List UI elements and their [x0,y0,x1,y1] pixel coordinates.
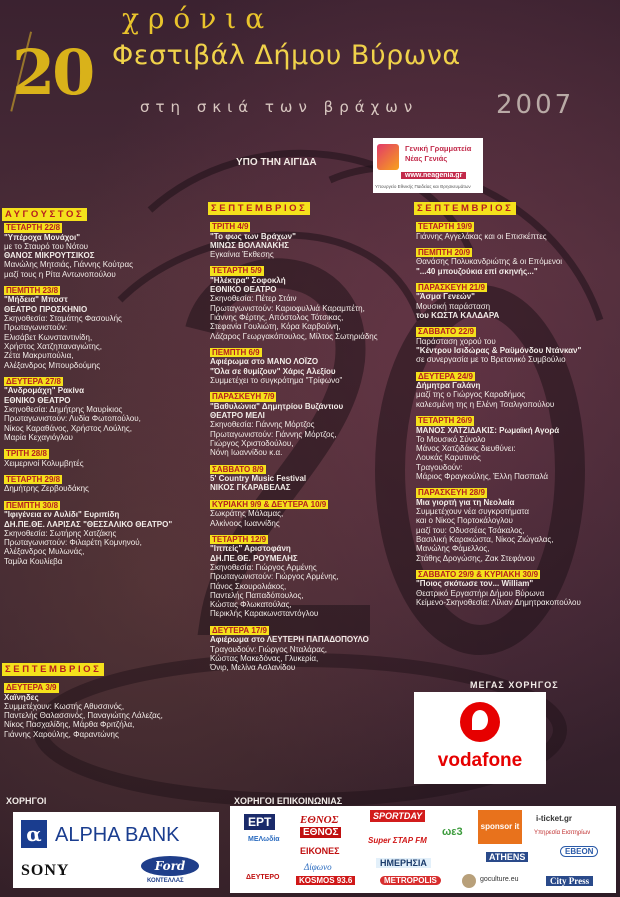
event-date: ΔΕΥΤΕΡΑ 27/8 [6,376,61,386]
event-line: "Μήδεια" Μποστ [4,295,68,305]
event-entry [416,283,616,320]
event-date: ΤΕΤΑΡΤΗ 12/9 [212,534,267,544]
event-date: ΔΕΥΤΕΡΑ 3/9 [6,683,57,692]
event-line: Χειμερινοί Κολυμβητές [4,458,84,468]
event-line: Δήμητρα Γαλάνη [416,381,481,391]
event-date: ΣΑΒΒΑΤΟ 29/9 & ΚΥΡΙΑΚΗ 30/9 [418,569,539,579]
festival-title: Φεστιβάλ Δήμου Βύρωνα [112,40,461,71]
event-line: "Ηλέκτρα" Σοφοκλή [210,275,286,285]
event-entry [210,626,410,673]
month-september-col1: ΣΕΠΤΕΜΒΡΙΟΣ [2,663,104,676]
festival-year: 2007 [496,90,575,120]
event-line: του ΚΩΣΤΑ ΚΑΛΔΑΡΑ [416,310,500,320]
citypress-logo: City Press [546,876,593,886]
patron-logo-icon [377,144,399,170]
event-date: ΔΕΥΤΕΡΑ 17/9 [212,625,267,635]
column-1-september [4,683,199,746]
patron-logo [373,138,483,193]
event-line: Σκηνοθεσία: Δημήτρης Μαυρίκιος [4,404,123,414]
imerisia-logo: ΗΜΕΡΗΣΙΑ [376,858,431,868]
event-line: σε συνεργασία με το Βρετανικό Συμβούλιο [416,355,566,365]
ford-logo: Ford [141,856,199,876]
alpha-bank-logo: ALPHA BANK [55,824,180,846]
event-line: Πρωταγωνιστούν: Φιλαρέτη Κομνηνού, [4,538,142,548]
event-line: Ελισάβετ Κωνσταντινίδη, [4,332,93,342]
event-date: ΠΑΡΑΣΚΕΥΗ 28/9 [418,488,485,498]
event-date: ΔΕΥΤΕΡΑ 24/9 [418,371,473,381]
event-line: Πρωταγωνιστούν: Λυδία Φωτοπούλου, [4,414,141,424]
event-entry [4,683,199,739]
event-line: "Κέντρου Ισιδώρας & Ραϋμόνδου Ντάνκαν" [416,346,582,356]
event-entry [210,348,410,385]
event-entry [416,222,616,241]
vodafone-logo [414,692,546,784]
event-entry [416,248,616,276]
event-line: Μια γιορτή για τη Νεολαία [416,497,515,507]
month-september-col2: ΣΕΠΤΕΜΒΡΙΟΣ [208,202,310,215]
event-line: Κείμενο-Σκηνοθεσία: Λίλιαν Δημητρακοπούλου [416,598,581,608]
event-line: Ζέτα Μακρυπούλια, [4,351,74,361]
event-line: Μανώλης Φάμελλος, [416,544,490,554]
event-line: ΔΗ.ΠΕ.ΘΕ. ΛΑΡΙΣΑΣ "ΘΕΣΣΑΛΙΚΟ ΘΕΑΤΡΟ" [4,519,173,529]
event-line: Πρωταγωνιστούν: Γιάννης Μόρτζος, [210,429,337,439]
event-entry [416,327,616,364]
patronage-label: ΥΠΟ ΤΗΝ ΑΙΓΙΔΑ [236,157,317,168]
event-line: "Άσμα Γενεών" [416,292,475,302]
sponsorit-logo: sponsor it [478,810,522,844]
athens-logo: ATHENS [486,852,528,862]
event-line: Σωκράτης Μάλαμας, [210,509,284,519]
event-entry [416,570,616,607]
event-line: Νίκος Καραθάνος, Χρήστος Λούλης, [4,423,132,433]
event-line: Πρωταγωνιστούν: Καριοφυλλιά Καραμπέτη, [210,303,365,313]
event-entry [4,377,194,442]
event-date: ΠΕΜΠΤΗ 6/9 [212,347,260,357]
event-entry [210,266,410,341]
goculture-icon [462,874,476,888]
event-line: Γιώργος Χριστοδούλου, [210,439,294,449]
event-entry [416,488,616,563]
sponsors-box [13,812,219,888]
difono-logo: Δίφωνο [304,862,332,872]
event-line: "Βαθυλώνια" Δημητρίου Βυζάντιου [210,401,344,411]
event-entry [210,535,410,619]
media-sponsors-label: ΧΟΡΗΓΟΙ ΕΠΙΚΟΙΝΩΝΙΑΣ [234,796,343,806]
deytero-logo: ΔΕΥΤΕΡΟ [246,874,280,881]
event-line: ΔΗ.ΠΕ.ΘΕ. ΡΟΥΜΕΛΗΣ [210,553,298,563]
main-sponsor-label: ΜΕΓΑΣ ΧΟΡΗΓΟΣ [470,680,559,690]
event-line: Χαϊνηδες [4,692,39,702]
festival-subtitle: στη σκιά των βράχων [140,98,419,116]
goculture-logo: goculture.eu [480,876,519,883]
event-line: ΘΑΝΟΣ ΜΙΚΡΟΥΤΣΙΚΟΣ [4,251,95,261]
event-date: ΤΕΤΑΡΤΗ 29/8 [6,474,61,484]
event-line: Γιάννης Αγγελάκας και οι Επισκέπτες [416,231,547,241]
event-line: Μάνος Χατζιδάκις διευθύνει: [416,444,516,454]
event-line: Σκηνοθεσία: Γιώργος Αρμένης [210,562,317,572]
event-date: ΤΡΙΤΗ 28/8 [6,449,47,459]
event-line: ΕΘΝΙΚΟ ΘΕΑΤΡΟ [210,285,277,295]
event-entry [210,500,410,528]
event-date: ΤΡΙΤΗ 4/9 [212,222,249,231]
event-line: Λουκάς Καρυτινός [416,453,481,463]
event-line: ΕΘΝΙΚΟ ΘΕΑΤΡΟ [4,395,71,405]
event-line: Σκηνοθεσία: Σωτήρης Χατζάκης [4,528,117,538]
event-line: Τραγουδούν: [416,462,463,472]
event-line: "Υπέροχα Μονάχοι" [4,232,81,242]
event-line: Κώστας Μακεδόνας, Γλυκερία, [210,653,319,663]
event-entry [4,475,194,494]
event-line: Δημήτρης Ζερβουδάκης [4,484,89,494]
sony-logo: SONY [21,862,70,879]
event-line: Στεφανία Γουλιώτη, Κόρα Καρβούνη, [210,322,341,332]
event-line: Χρήστος Χατζηπαναγιώτης, [4,341,102,351]
event-date: ΠΑΡΑΣΚΕΥΗ 7/9 [212,392,275,402]
column-3-september [416,222,616,614]
event-entry [416,416,616,481]
event-date: ΤΕΤΑΡΤΗ 22/8 [6,223,61,232]
event-line: Θανάσης Πολυκανδριώτης & οι Επόμενοι [416,257,563,267]
event-line: ΘΕΑΤΡΟ ΠΡΟΣΚΗΝΙΟ [4,304,88,314]
event-line: "...40 μπουζούκια επί σκηνής..." [416,266,538,276]
event-date: ΤΕΤΑΡΤΗ 5/9 [212,266,262,276]
event-line: Παράσταση χορού του [416,336,496,346]
event-line: Νίκος Πασχαλίδης, Μάρθα Φριτζήλα, [4,720,135,730]
we3-logo: ωε3 [442,826,463,838]
event-line: Γιάννης Φέρτης, Απόστολος Τότσικας, [210,313,344,323]
event-line: Συμμετέχουν νέα συγκροτήματα [416,507,529,517]
event-date: ΠΕΜΠΤΗ 23/8 [6,285,59,295]
media-sponsors-box [230,806,616,893]
event-line: Γιάννης Χαρούλης, Φαραντώνης [4,729,119,739]
event-entry [4,286,194,370]
event-line: Αφιέρωμα στο ΜΑΝΟ ΛΟΪΖΟ [210,357,319,367]
patron-footer: Υπουργείο Εθνικής Παιδείας και Θρησκευμάτων [375,184,471,189]
event-line: Μαρία Κεχαγιόγλου [4,432,73,442]
eikones-logo: ΕΙΚΟΝΕΣ [300,846,340,856]
ebeon-logo: ΕΒΕΟΝ [560,846,598,857]
event-line: "Ανδρομάχη" Ρακίνα [4,386,85,396]
event-line: Ταμίλα Κουλίεβα [4,556,63,566]
event-line: με το Σταυρό του Νότου [4,241,89,251]
event-entry [210,222,410,259]
event-line: Συμμετέχει το συγκρότημα "Τρίφωνο" [210,376,343,386]
event-line: μαζί του: Οδυσσέας Τσάκαλος, [416,525,525,535]
event-line: Στάθης Δρογώσης, Ζακ Στεφάνου [416,553,535,563]
superstar-logo: Super ΣΤΑΡ FM [368,836,427,845]
event-entry [4,501,194,566]
event-date: ΚΥΡΙΑΚΗ 9/9 & ΔΕΥΤΕΡΑ 10/9 [212,499,327,509]
event-entry [416,372,616,409]
event-date: ΠΕΜΠΤΗ 30/8 [6,500,59,510]
column-2-september [210,222,410,679]
event-line: Μάριος Φραγκούλης, Έλλη Πασπαλά [416,472,548,482]
iticket-sub: Υπηρεσία Εισιτηρίων [534,830,591,836]
event-line: Σκηνοθεσία: Σταμάτης Φασουλής [4,314,122,324]
years-word: χρόνια [122,2,274,35]
event-line: Μανώλης Μητσιάς, Γιάννης Κούτρας [4,260,133,270]
event-line: Παντελής Θαλασσινός, Παναγιώτης Λάλεζας, [4,711,163,721]
event-entry [210,392,410,457]
event-line: Βασιλική Καρακώστα, Νίκος Ζιώγαλας, [416,535,554,545]
event-line: "Ιππείς" Αριστοφάνη [210,544,291,554]
event-entry [210,465,410,493]
event-line: ΜΑΝΟΣ ΧΑΤΖΙΔΑΚΙΣ: Ρωμαϊκή Αγορά [416,425,560,435]
event-line: Το Μουσικό Σύνολο [416,434,486,444]
event-line: "Ποιος σκότωσε τον... William" [416,579,534,589]
event-line: Νόνη Ιωαννίδου κ.α. [210,448,283,458]
event-line: Αλκίνοος Ιωαννίδης [210,518,280,528]
column-1-august [4,223,194,573]
event-line: ΘΕΑΤΡΟ ΜΕΛΙ [210,411,265,421]
event-line: Πρωταγωνιστούν: [4,323,68,333]
sponsors-label: ΧΟΡΗΓΟΙ [6,796,47,806]
event-line: ΜΙΝΩΣ ΒΟΛΑΝΑΚΗΣ [210,240,289,250]
ethnos-logo: ΕΘΝΟΣ [300,814,339,826]
event-date: ΣΑΒΒΑΤΟ 22/9 [418,327,475,337]
event-line: Πρωταγωνιστούν: Γιώργος Αρμένης, [210,572,339,582]
event-line: Κώστας Φλωκατούλας, [210,600,292,610]
event-line: "Όλα σε θυμίζουν" Χάρις Αλεξίου [210,366,336,376]
iticket-logo: i-ticket.gr [536,814,573,823]
event-date: ΠΑΡΑΣΚΕΥΗ 21/9 [418,282,485,292]
event-line: μαζί της ο Γιώργος Καραδήμος [416,390,526,400]
event-date: ΠΕΜΠΤΗ 20/9 [418,247,471,257]
event-line: ΝΙΚΟΣ ΓΚΑΡΑΒΕΛΑΣ [210,483,291,493]
sportday-logo: SPORTDAY [370,810,425,822]
patron-name-1: Γενική Γραμματεία [405,144,472,153]
event-line: Αλέξανδρος Μυλωνάς, [4,547,85,557]
vodafone-wordmark: vodafone [437,750,523,771]
event-line: Συμμετέχουν: Κωστής Αθυσσινός, [4,701,125,711]
melodia-logo: ΜΕΛωδία [248,836,280,843]
event-date: ΤΕΤΑΡΤΗ 26/9 [418,416,473,426]
event-line: μαζί τους η Ρίτα Αντωνοπούλου [4,269,116,279]
event-line: "Ιφιγένεια εν Αυλίδι" Ευριπίδη [4,510,120,520]
event-line: καλεσμένη της η Ελένη Τσαλιγοπούλου [416,399,555,409]
event-line: Μουσική παράσταση [416,301,491,311]
month-august: ΑΥΓΟΥΣΤΟΣ [2,208,87,221]
event-line: Αφιέρωμα στο ΛΕΥΤΕΡΗ ΠΑΠΑΔΟΠΟΥΛΟ [210,635,369,645]
patron-url[interactable]: www.neagenia.gr [401,172,466,179]
event-line: Σκηνοθεσία: Πέτερ Στάιν [210,294,297,304]
patron-name-2: Νέας Γενιάς [405,154,448,163]
event-line: Θεατρικό Εργαστήρι Δήμου Βύρωνα [416,588,545,598]
vodafone-speechmark-icon [460,702,500,742]
ford-dealer: ΚΟΝΤΕΛΛΑΣ [147,878,184,884]
event-line: 5' Country Music Festival [210,474,307,484]
event-line: Πάνος Σκουρολιάκος, [210,581,287,591]
event-date: ΣΑΒΒΑΤΟ 8/9 [212,464,264,474]
anniversary-number: 20 [12,36,93,109]
kosmos-logo: KOSMOS 93.6 [296,876,355,885]
ert-logo: ΕΡΤ [244,814,275,830]
event-line: "Το φως των Βράχων" [210,231,296,241]
ethnos-sub-logo: ΕΘΝΟΣ [300,827,341,838]
event-line: Αλέξανδρος Μπουρδούμης [4,360,101,370]
event-line: Τραγουδούν: Γιώργος Νταλάρας, [210,644,327,654]
event-line: και ο Νίκος Πορτοκάλογλου [416,516,513,526]
event-line: Λάζαρος Γεωργακόπουλος, Μίλτος Σωτηριάδης [210,331,378,341]
event-entry [4,449,194,468]
metropolis-logo: METROPOLIS [380,876,441,885]
event-line: Σκηνοθεσία: Γιάννης Μόρτζος [210,420,315,430]
month-september-col3: ΣΕΠΤΕΜΒΡΙΟΣ [414,202,516,215]
event-line: Παντελής Παπαδόπουλος, [210,590,304,600]
event-entry [4,223,194,279]
event-line: Περικλής Καρακωνσταντόγλου [210,609,319,619]
alpha-bank-icon: α [21,820,47,848]
event-date: ΤΕΤΑΡΤΗ 19/9 [418,222,473,231]
event-line: Όνιρ, Μελίνα Ασλανίδου [210,663,296,673]
event-line: Εγκαίνια Έκθεσης [210,250,274,260]
